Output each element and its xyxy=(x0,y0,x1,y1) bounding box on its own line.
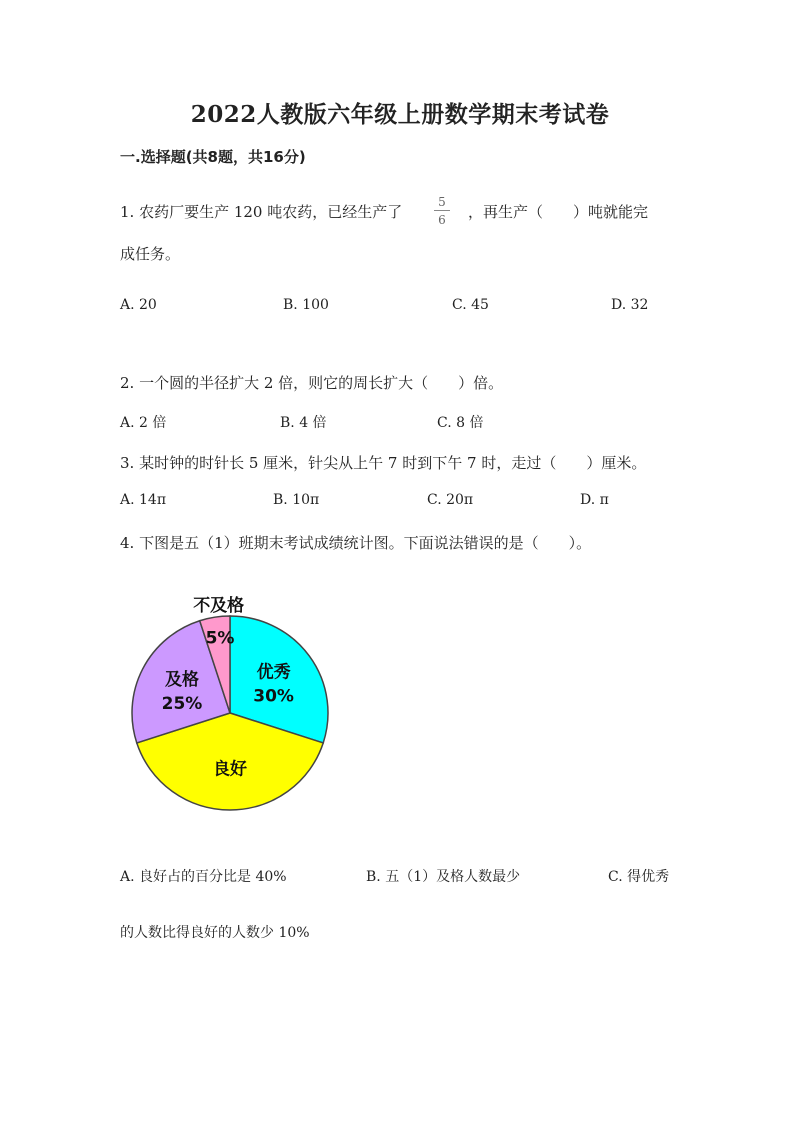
question-4-option-b[interactable]: B. 五（1）及格人数最少 xyxy=(366,869,521,885)
fraction-denominator: 6 xyxy=(438,213,446,227)
question-2-text: 2. 一个圆的半径扩大 2 倍，则它的周长扩大（ ）倍。 xyxy=(120,374,504,392)
question-3-option-d[interactable]: D. π xyxy=(580,492,609,508)
question-4-text: 4. 下图是五（1）班期末考试成绩统计图。下面说法错误的是（ ）。 xyxy=(120,534,592,552)
pie-label-2: 及格 xyxy=(165,669,199,690)
question-2-option-a[interactable]: A. 2 倍 xyxy=(120,415,167,431)
question-1-option-c[interactable]: C. 45 xyxy=(452,297,489,313)
pie-value-label-0: 30% xyxy=(253,686,294,707)
pie-value-label-2: 25% xyxy=(161,693,203,714)
fraction-numerator: 5 xyxy=(434,196,450,211)
pie-label-3: 不及格 xyxy=(193,596,245,616)
question-3-option-b[interactable]: B. 10π xyxy=(273,492,320,508)
question-3-option-c[interactable]: C. 20π xyxy=(427,492,474,508)
pie-label-1: 良好 xyxy=(213,759,247,780)
question-1-line1-after: ，再生产（ ）吨就能完 xyxy=(468,203,649,221)
question-1-line1-before: 1. 农药厂要生产 120 吨农药，已经生产了 xyxy=(120,203,403,221)
question-3-option-a[interactable]: A. 14π xyxy=(120,492,167,508)
pie-label-0: 优秀 xyxy=(256,662,291,683)
section-heading: 一.选择题(共8题，共16分) xyxy=(120,148,306,166)
question-2-option-c[interactable]: C. 8 倍 xyxy=(437,415,484,431)
question-4-option-a[interactable]: A. 良好占的百分比是 40% xyxy=(120,869,287,885)
question-2-option-b[interactable]: B. 4 倍 xyxy=(280,415,327,431)
question-1-option-d[interactable]: D. 32 xyxy=(611,297,649,313)
pie-value-label-3: 5% xyxy=(205,628,235,649)
pie-chart xyxy=(120,585,350,825)
question-1-fraction xyxy=(434,196,450,226)
question-4-option-c-line2: 的人数比得良好的人数少 10% xyxy=(120,925,310,941)
question-4-option-c[interactable]: C. 得优秀 xyxy=(608,869,670,885)
page-title: 2022人教版六年级上册数学期末考试卷 xyxy=(190,101,610,128)
question-3-text: 3. 某时钟的时针长 5 厘米，针尖从上午 7 时到下午 7 时，走过（ ）厘米。 xyxy=(120,454,647,472)
question-1-option-b[interactable]: B. 100 xyxy=(283,297,329,313)
question-1-line2: 成任务。 xyxy=(120,245,181,263)
question-1-option-a[interactable]: A. 20 xyxy=(120,297,157,313)
